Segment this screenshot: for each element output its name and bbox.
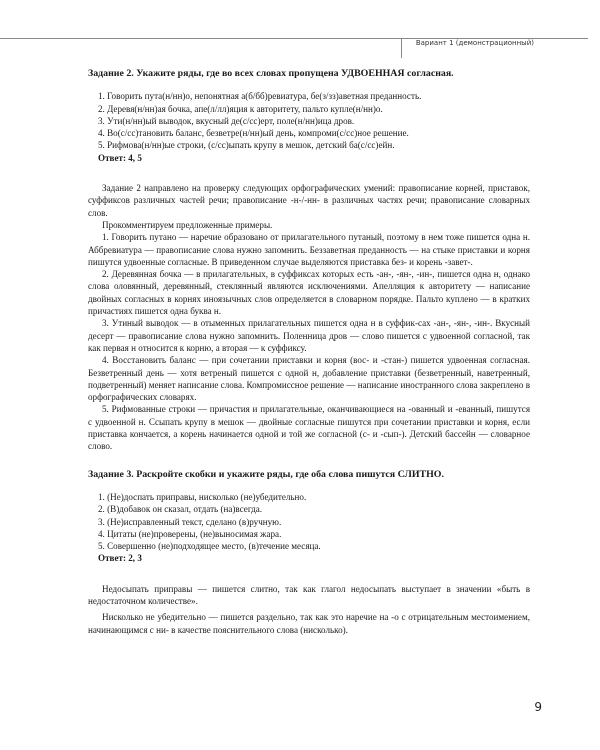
task3-answer: Ответ: 2, 3 [98,553,142,564]
explanation2-item-1: 1. Говорить путано — наречие образовано от прилагательного путаный, поэтому в нем тоже пишется одна н. Аббревиатура — правописание слова нужно запомнить. Беззаветная преданность — на стыке приставки и корня пишутся удвоенные согласные. В приведенном случае выделяются приставка без- и корень -завет-. [88,232,530,267]
task2-items [88,90,530,151]
task2-title: Задание 2. Укажите ряды, где во всех словах пропущена УДВОЕННАЯ согласная. [88,68,454,79]
explanation2-lead: Прокомментируем предложенные примеры. [102,219,273,230]
task2-item: 3. Ути(н/нн)ый выводок, вкусный де(с/сс)ерт, поле(н/нн)ица дров. [98,115,355,126]
task3-title: Задание 3. Раскройте скобки и укажите ряды, где оба слова пишутся СЛИТНО. [88,468,444,480]
task3-item: 1. (Не)доспать приправы, нисколько (не)убедительно. [98,491,307,502]
page-number: 9 [534,700,542,714]
explanation3-item-1: Недосыпать приправы — пишется слитно, так как глагол недосыпать выступает в значении «быть в недостаточном количестве». [88,583,530,606]
task3-item: 5. Совершенно (не)подходящее место, (в)течение месяца. [98,541,321,552]
header-label: Вариант 1 (демонстрационный) [415,39,534,47]
task2-item: 5. Рифмова(н/нн)ые строки, (с/сс)ыпать крупу в мешок, детский ба(с/сс)ейн. [98,140,395,151]
explanation2-item-2: 2. Деревянная бочка — в прилагательных, в суффиксах которых есть -ан-, -ян-, -ин-, пишется одна н, однако слова оловянный, деревянный, стеклянный являются исключениями. Апелляция к авторитету — написание двойных согласных в корнях иноязычных слов определяется в словарном порядке. Пальто куплено — в кратких причастиях пишется одна буква н. [88,269,530,317]
explanation2-intro: Задание 2 направлено на проверку следующих орфографических умений: правописание корней, приставок, суффиксов различных частей речи; правописание -н-/-нн- в различных частях речи; правописание словарных слов. [88,183,530,218]
task3-items [88,491,530,552]
task2-item: 1. Говорить пута(н/нн)о, непонятная а(б/бб)ревиатура, бе(з/зз)аветная преданность. [98,91,422,102]
task2-item: 2. Деревя(н/нн)ая бочка, апе(л/лл)яция к авторитету, пальто купле(н/нн)о. [98,103,383,114]
task2-answer: Ответ: 4, 5 [98,152,142,163]
task3-item: 3. (Не)исправленный текст, сделано (в)ручную. [98,516,282,527]
task3-item: 2. (В)добавок он сказал, отдать (на)всегда. [98,504,263,515]
explanation2-item-4: 4. Восстановить баланс — при сочетании приставки и корня (вос- и -стан-) пишется удвоенная согласная. Безветренный день — хотя ветреный пишется с одной н, добавление приставки (безветренный, наветренный, подветренный) меняет написание слова. Компромиссное решение — написание иностранного слова закреплено в орфографических словарях. [88,355,530,403]
explanation2-item-5: 5. Рифмованные строки — причастия и прилагательные, оканчивающиеся на -ованный и -еванный, пишутся с удвоенной н. Ссыпать крупу в мешок — двойные согласные пишутся при сочетании приставки и корня, если приставка кончается, а корень начинается одной и той же согласной (с- и -сып-). Детский бассейн — словарное слово. [88,404,530,452]
task3-item: 4. Цитаты (не)проверены, (не)выносимая жара. [98,528,282,539]
explanation3-item-2: Нисколько не убедительно — пишется раздельно, так как это наречие на -о с отрицательным местоимением, начинающимся с ни- в качестве пояснительного слова (нисколько). [88,612,530,635]
explanation2-item-3: 3. Утиный выводок — в отыменных прилагательных пишется одна н в суффик-сах -ан-, -ян-, -ин-. Вкусный десерт — правописание слова нужно запомнить. Поленница дров — слово пишется с удвоенной согласной, так как первая н относится к корню, а вторая — к суффиксу. [88,318,530,353]
task2-item: 4. Во(с/сс)тановить баланс, безветре(н/нн)ый день, компроми(с/сс)ное решение. [98,128,409,139]
page-content [88,68,530,636]
